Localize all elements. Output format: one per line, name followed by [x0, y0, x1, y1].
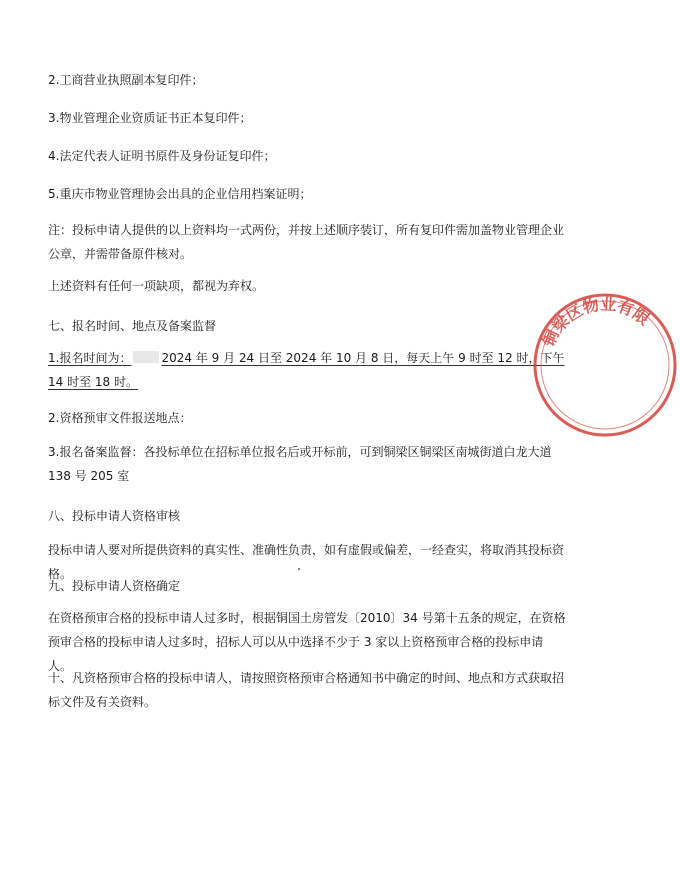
- ink-speck: [298, 568, 300, 570]
- forfeit-statement: 上述资料有任何一项缺项，都视为弃权。: [48, 279, 265, 293]
- item-qualification-cert: 3.物业管理企业资质证书正本复印件；: [48, 111, 252, 125]
- item-credit-proof: 5.重庆市物业管理协会出具的企业信用档案证明；: [48, 187, 312, 201]
- item-business-license: 2.工商营业执照副本复印件；: [48, 73, 204, 87]
- stamp-text: 铜梁区物业有限: [538, 294, 654, 350]
- section-7-title: 七、报名时间、地点及备案监督: [48, 319, 217, 333]
- registration-time: [48, 346, 566, 394]
- registration-time-prefix: 1.报名时间为：: [48, 351, 132, 365]
- section-9-body: 在资格预审合格的投标申请人过多时，根据铜国土房管发〔2010〕34 号第十五条的规定，在资格预审合格的投标申请人过多时，招标人可以从中选择不少于 3 家以上资格预审合格的投标申请人。: [48, 611, 566, 673]
- section-9-title: 九、投标申请人资格确定: [48, 579, 181, 593]
- submit-location: 2.资格预审文件报送地点：: [48, 411, 192, 425]
- redaction-mark: [133, 351, 159, 363]
- supervision-address: 3.报名备案监督：各投标单位在招标单位报名后或开标前，可到铜梁区铜梁区南城街道白龙大道 138 号 205 室: [48, 445, 552, 483]
- note-paragraph: 注：投标申请人提供的以上资料均一式两份，并按上述顺序装订，所有复印件需加盖物业管理企业公章，并需带备原件核对。: [48, 223, 565, 261]
- registration-time-value: 2024 年 9 月 24 日至 2024 年 10 月 8 日，每天上午 9 时至 12 时，下午 14 时至 18 时。: [48, 351, 565, 389]
- section-8-body: 投标申请人要对所提供资料的真实性、准确性负责，如有虚假或偏差，一经查实，将取消其投标资格。: [48, 543, 565, 581]
- item-legal-rep-cert: 4.法定代表人证明书原件及身份证复印件；: [48, 149, 276, 163]
- section-8-title: 八、投标申请人资格审核: [48, 509, 181, 523]
- section-10-body: 十、凡资格预审合格的投标申请人，请按照资格预审合格通知书中确定的时间、地点和方式获取招标文件及有关资料。: [48, 671, 565, 709]
